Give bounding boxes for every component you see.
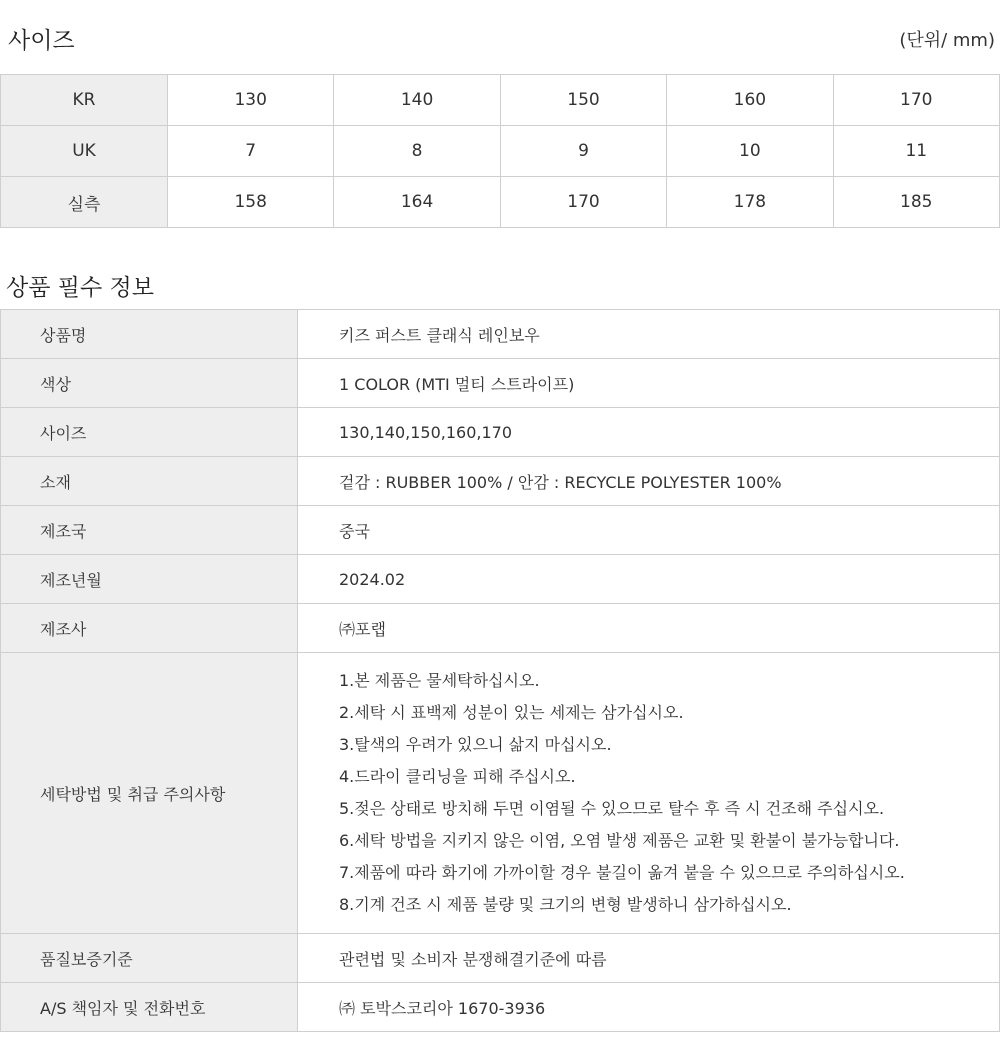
size-cell: 11	[833, 126, 999, 177]
size-unit-label: (단위/ mm)	[899, 30, 995, 51]
info-row-product-name	[1, 310, 1000, 359]
care-item: 8.기계 건조 시 제품 불량 및 크기의 변형 발생하니 삼가하십시오.	[339, 895, 792, 914]
care-item: 1.본 제품은 물세탁하십시오.	[339, 671, 540, 690]
care-item: 6.세탁 방법을 지키지 않은 이염, 오염 발생 제품은 교환 및 환불이 불가능합니다.	[339, 831, 900, 850]
size-cell: 140	[334, 75, 500, 126]
size-cell: 130	[168, 75, 334, 126]
size-cell: 8	[334, 126, 500, 177]
info-value: ㈜포랩	[298, 604, 1000, 653]
size-row-label: UK	[1, 126, 168, 177]
info-key: 색상	[1, 359, 298, 408]
size-cell: 7	[168, 126, 334, 177]
info-row-manufacture-date	[1, 555, 1000, 604]
care-item: 3.탈색의 우려가 있으니 삶지 마십시오.	[339, 735, 612, 754]
info-row-manufacturer	[1, 604, 1000, 653]
care-item: 4.드라이 클리닝을 피해 주십시오.	[339, 767, 576, 786]
size-row-label: KR	[1, 75, 168, 126]
size-section-title: 사이즈	[8, 28, 75, 54]
size-table	[0, 74, 1000, 228]
info-key: 세탁방법 및 취급 주의사항	[1, 653, 298, 934]
info-key: 제조년월	[1, 555, 298, 604]
info-row-quality	[1, 934, 1000, 983]
info-value: 겉감 : RUBBER 100% / 안감 : RECYCLE POLYESTER 100%	[298, 457, 1000, 506]
info-key: 소재	[1, 457, 298, 506]
info-value: 130,140,150,160,170	[298, 408, 1000, 457]
care-list	[339, 665, 999, 921]
size-row-measured	[1, 177, 1000, 228]
info-key: 사이즈	[1, 408, 298, 457]
size-cell: 158	[168, 177, 334, 228]
care-instructions	[298, 653, 1000, 934]
info-key: 품질보증기준	[1, 934, 298, 983]
info-value: 1 COLOR (MTI 멀티 스트라이프)	[298, 359, 1000, 408]
size-cell: 178	[667, 177, 833, 228]
size-row-label: 실측	[1, 177, 168, 228]
info-key: 상품명	[1, 310, 298, 359]
info-value: 2024.02	[298, 555, 1000, 604]
size-cell: 150	[500, 75, 666, 126]
info-row-country	[1, 506, 1000, 555]
info-row-care	[1, 653, 1000, 934]
care-item: 7.제품에 따라 화기에 가까이할 경우 불길이 옮겨 붙을 수 있으므로 주의하십시오.	[339, 863, 905, 882]
info-value: ㈜ 토박스코리아 1670-3936	[298, 983, 1000, 1032]
info-row-material	[1, 457, 1000, 506]
size-section-header	[0, 0, 1000, 74]
size-row-kr	[1, 75, 1000, 126]
info-row-size	[1, 408, 1000, 457]
size-cell: 164	[334, 177, 500, 228]
size-row-uk	[1, 126, 1000, 177]
info-key: 제조사	[1, 604, 298, 653]
size-cell: 170	[833, 75, 999, 126]
info-row-as-contact	[1, 983, 1000, 1032]
info-value: 관련법 및 소비자 분쟁해결기준에 따름	[298, 934, 1000, 983]
size-cell: 160	[667, 75, 833, 126]
size-cell: 170	[500, 177, 666, 228]
care-item: 5.젖은 상태로 방치해 두면 이염될 수 있으므로 탈수 후 즉 시 건조해 주십시오.	[339, 799, 885, 818]
size-cell: 185	[833, 177, 999, 228]
product-info-table	[0, 309, 1000, 1032]
size-cell: 9	[500, 126, 666, 177]
info-value: 중국	[298, 506, 1000, 555]
info-row-color	[1, 359, 1000, 408]
info-key: 제조국	[1, 506, 298, 555]
care-item: 2.세탁 시 표백제 성분이 있는 세제는 삼가십시오.	[339, 703, 684, 722]
size-cell: 10	[667, 126, 833, 177]
info-value: 키즈 퍼스트 클래식 레인보우	[298, 310, 1000, 359]
info-key: A/S 책임자 및 전화번호	[1, 983, 298, 1032]
info-section-title: 상품 필수 정보	[6, 275, 154, 301]
